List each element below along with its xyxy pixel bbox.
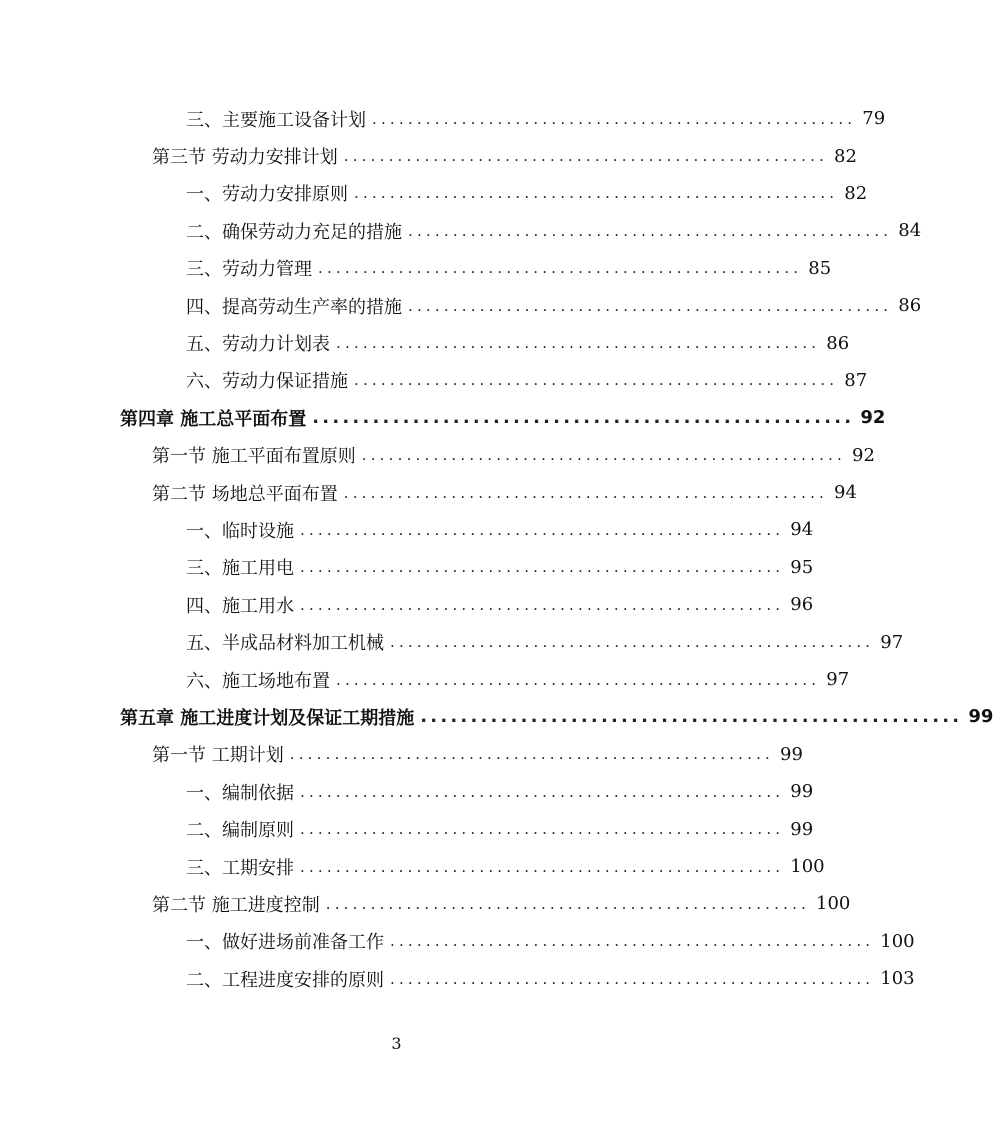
toc-entry[interactable]	[0, 661, 850, 698]
toc-entry[interactable]	[0, 437, 875, 474]
page-number: 3	[391, 1034, 402, 1053]
toc-entry[interactable]	[0, 885, 851, 922]
toc-entry[interactable]	[0, 511, 814, 548]
toc-leader: ......................................................	[300, 595, 785, 614]
toc-entry-page: 99	[790, 781, 814, 803]
toc-entry-title: 三、工期安排	[186, 857, 294, 879]
toc-entry[interactable]	[0, 586, 814, 623]
toc-leader: ......................................................	[390, 969, 875, 988]
toc-entry-page: 86	[826, 332, 850, 354]
toc-entry[interactable]	[0, 362, 868, 399]
toc-chapter-entry[interactable]	[0, 399, 886, 436]
toc-entry-page: 99	[780, 743, 803, 765]
toc-entry-page: 99	[790, 818, 814, 840]
toc-entry-page: 82	[844, 182, 868, 204]
toc-leader: ......................................................	[289, 745, 775, 764]
toc-leader: ......................................................	[408, 221, 893, 240]
toc-entry-page: 94	[834, 482, 857, 504]
toc-entry-title: 三、施工用电	[186, 558, 294, 580]
toc-leader: ......................................................	[354, 184, 839, 203]
toc-entry[interactable]	[0, 773, 814, 810]
toc-entry-title: 一、做好进场前准备工作	[186, 932, 384, 954]
toc-entry-page: 100	[880, 930, 915, 952]
toc-entry-page: 82	[834, 145, 857, 167]
toc-entry-page: 87	[844, 369, 868, 391]
toc-leader: ......................................................	[390, 633, 875, 652]
toc-entry[interactable]	[0, 923, 915, 960]
toc-leader: ......................................................	[300, 520, 785, 539]
toc-leader: ......................................................	[408, 296, 893, 315]
toc-leader: ......................................................	[300, 782, 785, 801]
table-of-contents	[0, 100, 993, 997]
toc-entry[interactable]	[0, 324, 850, 361]
toc-entry-title: 一、编制依据	[186, 782, 294, 804]
toc-entry[interactable]	[0, 474, 857, 511]
toc-entry-title: 二、确保劳动力充足的措施	[186, 221, 402, 243]
toc-entry-page: 103	[880, 968, 915, 990]
toc-entry-title: 三、劳动力管理	[186, 259, 312, 281]
toc-entry-title: 第二节 场地总平面布置	[152, 483, 338, 505]
toc-entry[interactable]	[0, 212, 922, 249]
toc-entry[interactable]	[0, 960, 915, 997]
toc-entry-title: 第三节 劳动力安排计划	[152, 147, 338, 169]
toc-leader: ......................................................	[300, 558, 785, 577]
toc-entry[interactable]	[0, 549, 814, 586]
toc-entry-page: 86	[898, 295, 922, 317]
toc-entry-title: 二、工程进度安排的原则	[186, 969, 384, 991]
toc-entry-title: 六、劳动力保证措施	[186, 371, 348, 393]
toc-entry-page: 85	[808, 257, 832, 279]
toc-entry[interactable]	[0, 250, 832, 287]
toc-entry-page: 100	[790, 856, 825, 877]
toc-entry-page: 100	[816, 893, 851, 915]
toc-leader: ......................................................	[361, 446, 847, 465]
toc-entry[interactable]	[0, 623, 904, 660]
toc-entry-page: 94	[790, 519, 814, 541]
toc-entry[interactable]	[0, 736, 803, 773]
toc-leader: ......................................................	[390, 932, 875, 951]
toc-entry[interactable]	[0, 137, 857, 174]
toc-entry-page: 92	[860, 407, 886, 429]
toc-entry-title: 五、半成品材料加工机械	[186, 633, 384, 655]
toc-entry-title: 六、施工场地布置	[186, 670, 330, 692]
toc-leader: ......................................................	[343, 147, 829, 166]
toc-entry-title: 第五章 施工进度计划及保证工期措施	[120, 707, 415, 729]
toc-chapter-entry[interactable]	[0, 698, 993, 735]
toc-entry-title: 二、编制原则	[186, 820, 294, 842]
toc-entry-title: 一、临时设施	[186, 520, 294, 542]
toc-entry-page: 99	[968, 706, 993, 728]
toc-entry[interactable]	[0, 848, 825, 885]
toc-entry-page: 79	[862, 108, 886, 130]
toc-leader: ......................................................	[300, 857, 785, 876]
toc-entry-page: 95	[790, 556, 814, 578]
toc-leader: ......................................................	[300, 820, 785, 839]
toc-entry-title: 第一节 施工平面布置原则	[152, 446, 356, 468]
toc-entry-page: 92	[852, 444, 875, 466]
toc-entry-title: 三、主要施工设备计划	[186, 109, 366, 131]
toc-entry[interactable]	[0, 100, 886, 137]
toc-leader: ......................................................	[312, 407, 855, 429]
toc-leader: ......................................................	[343, 483, 829, 502]
toc-entry-page: 97	[880, 631, 904, 653]
toc-entry[interactable]	[0, 175, 868, 212]
toc-entry-title: 四、施工用水	[186, 595, 294, 617]
toc-leader: ......................................................	[336, 670, 821, 689]
toc-leader: ......................................................	[325, 894, 811, 913]
toc-entry[interactable]	[0, 287, 922, 324]
toc-leader: ......................................................	[318, 259, 803, 278]
toc-entry-page: 97	[826, 669, 850, 691]
toc-leader: ......................................................	[336, 334, 821, 353]
toc-leader: ......................................................	[372, 109, 857, 128]
toc-entry-title: 四、提高劳动生产率的措施	[186, 296, 402, 318]
toc-entry[interactable]	[0, 810, 814, 847]
toc-entry-title: 第四章 施工总平面布置	[120, 408, 307, 430]
toc-entry-title: 一、劳动力安排原则	[186, 184, 348, 206]
toc-entry-title: 五、劳动力计划表	[186, 334, 330, 356]
toc-entry-page: 84	[898, 220, 922, 242]
toc-entry-title: 第一节 工期计划	[152, 745, 284, 767]
toc-entry-title: 第二节 施工进度控制	[152, 894, 320, 916]
toc-leader: ......................................................	[420, 706, 963, 728]
toc-leader: ......................................................	[354, 371, 839, 390]
toc-entry-page: 96	[790, 594, 814, 616]
